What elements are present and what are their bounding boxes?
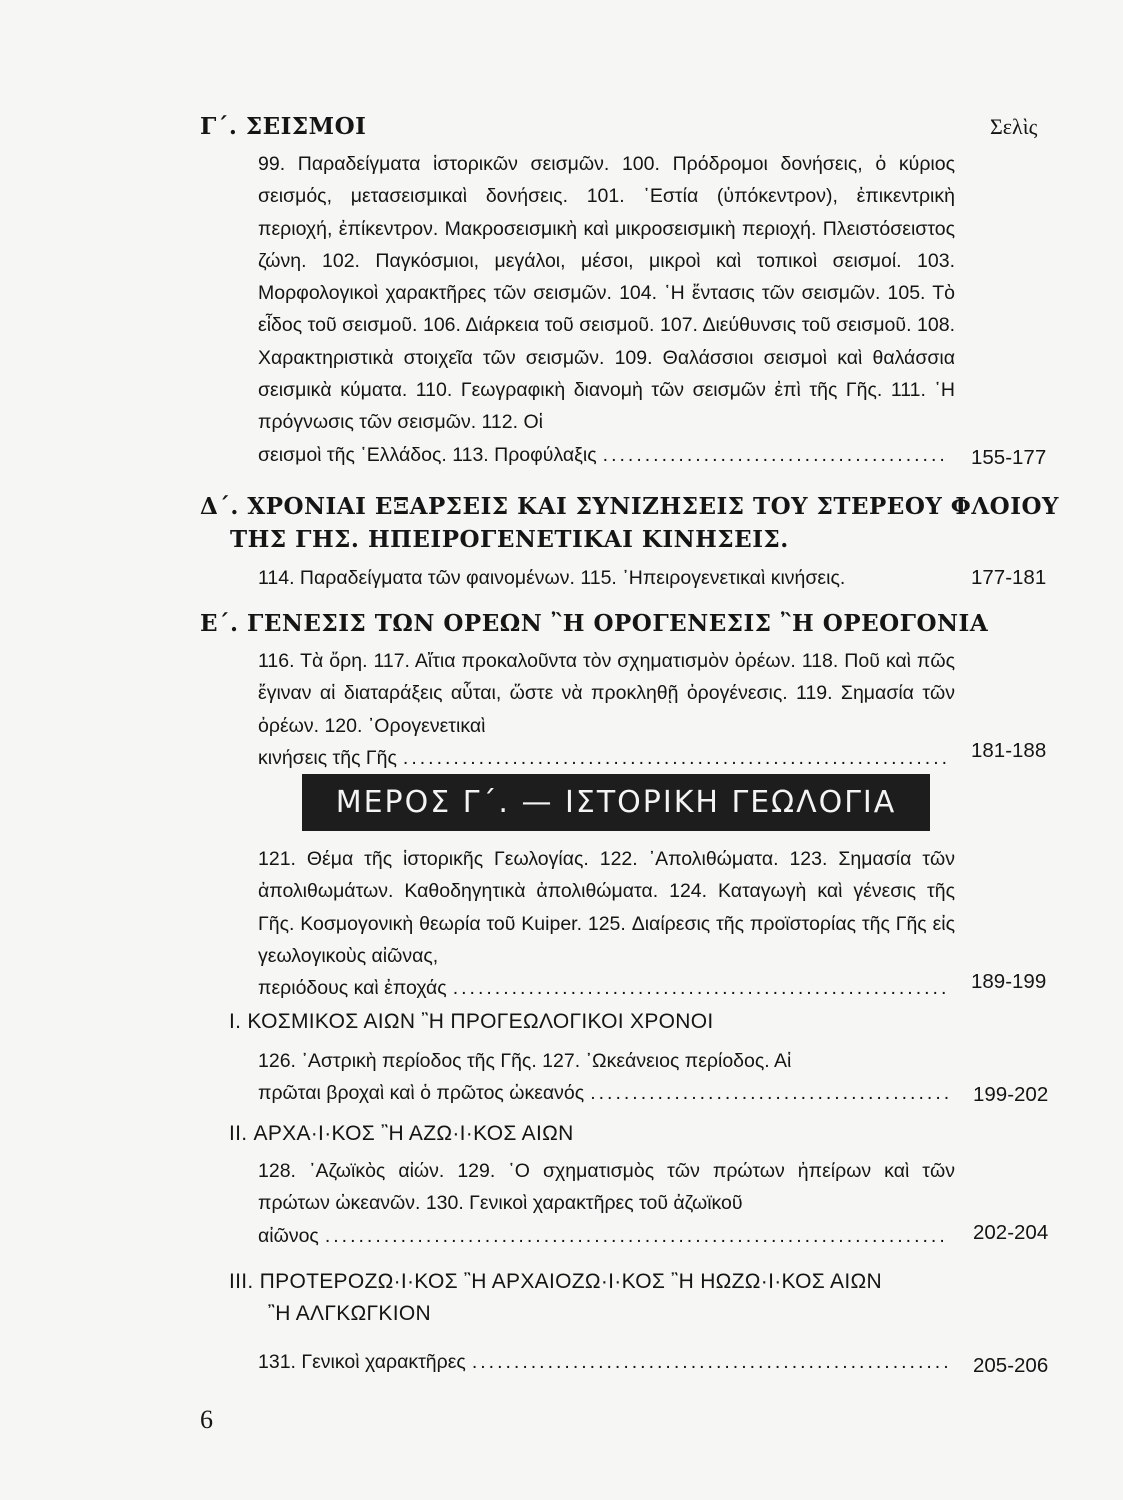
entry-r3 [258, 1346, 955, 1378]
part-banner [302, 774, 930, 831]
entry-r1 [258, 1045, 955, 1110]
entry-r2 [258, 1155, 955, 1252]
section-heading-e: Ε΄. ΓΕΝΕΣΙΣ ΤΩΝ ΟΡΕΩΝ ῍Η ΟΡΟΓΕΝΕΣΙΣ ῍Η ΟΡΕΟΓΟΝΙΑ [200, 610, 989, 637]
section-heading-d-line2: ΤΗΣ ΓΗΣ. ΗΠΕΙΡΟΓΕΝΕΤΙΚΑΙ ΚΙΝΗΣΕΙΣ. [230, 526, 789, 553]
entry-h-text: 121. Θέμα τῆς ἱστορικῆς Γεωλογίας. 122. ᾿Απολιθώματα. 123. Σημασία τῶν ἀπολιθωμάτων. Καθοδηγητικὰ ἀπολιθώματα. 124. Καταγωγὴ καὶ γένεσις τῆς Γῆς. Κοσμογονικὴ θεωρία τοῦ Kuiper. 125. Διαίρεσις τῆς προϊστορίας τῆς Γῆς εἰς γεωλογικοὺς αἰῶνας, [258, 848, 955, 967]
entry-g-last-line: σεισμοὶ τῆς ῾Ελλάδος. 113. Προφύλαξις [258, 443, 597, 466]
entry-d-text: 114. Παραδείγματα τῶν φαινομένων. 115. ᾿Ηπειρογενετικαὶ κινήσεις. [258, 567, 846, 589]
entry-e-last-line: κινήσεις τῆς Γῆς [258, 746, 397, 769]
subsection-heading-iii-line2: ῍Η ΑΛΓΚΩΓΚΙΟΝ [268, 1302, 431, 1325]
entry-e [258, 645, 955, 774]
section-heading-d-line1: Δ΄. ΧΡΟΝΙΑΙ ΕΞΑΡΣΕΙΣ ΚΑΙ ΣΥΝΙΖΗΣΕΙΣ ΤΟΥ ΣΤΕΡΕΟΥ ΦΛΟΙΟΥ [200, 493, 1059, 520]
subsection-heading-ii: II. ΑΡΧΑ·Ι·ΚΟΣ ῍Η ΑΖΩ·Ι·ΚΟΣ ΑΙΩΝ [229, 1122, 574, 1145]
entry-h [258, 843, 955, 1004]
entry-g [258, 148, 955, 471]
page-range-r2: 202-204 [973, 1221, 1049, 1244]
subsection-heading-i: I. ΚΟΣΜΙΚΟΣ ΑΙΩΝ ῍Η ΠΡΟΓΕΩΛΟΓΙΚΟΙ ΧΡΟΝΟΙ [229, 1010, 714, 1033]
dot-leader [325, 1220, 949, 1252]
page-range-h: 189-199 [971, 970, 1047, 993]
part-banner-title: ΜΕΡΟΣ Γ΄. — ΙΣΤΟΡΙΚΗ ΓΕΩΛΟΓΙΑ [335, 785, 897, 820]
entry-e-text: 116. Τὰ ὄρη. 117. Αἴτια προκαλοῦντα τὸν σχηματισμὸν ὀρέων. 118. Ποῦ καὶ πῶς ἔγιναν αἱ διαταράξεις αὗται, ὥστε νὰ προκληθῇ ὀρογένεσις. 119. Σημασία τῶν ὀρέων. 120. ᾿Ορογενετικαὶ [258, 650, 955, 737]
dot-leader [590, 1077, 949, 1109]
entry-h-leader [258, 972, 955, 1004]
entry-r3-last-line: 131. Γενικοὶ χαρακτῆρες [258, 1351, 466, 1373]
entry-g-leader [258, 439, 955, 471]
entry-r1-last-line: πρῶται βροχαὶ καὶ ὁ πρῶτος ὠκεανός [258, 1082, 585, 1105]
entry-r1-text: 126. ᾿Αστρικὴ περίοδος τῆς Γῆς. 127. ᾿Ωκεάνειος περίοδος. Αἱ [258, 1050, 792, 1072]
entry-e-leader [258, 742, 955, 774]
dot-leader [603, 439, 949, 471]
entry-r2-last-line: αἰῶνος [258, 1224, 319, 1247]
page-range-g: 155-177 [971, 446, 1047, 469]
entry-r2-text: 128. ᾿Αζωϊκὸς αἰών. 129. ῾Ο σχηματισμὸς τῶν πρώτων ἠπείρων καὶ τῶν πρώτων ὠκεανῶν. 130. Γενικοὶ χαρακτῆρες τοῦ ἀζωϊκοῦ [258, 1160, 955, 1215]
page-range-e: 181-188 [971, 739, 1047, 762]
dot-leader [403, 742, 949, 774]
entry-d [258, 562, 955, 594]
page-number: 6 [200, 1405, 213, 1434]
dot-leader [472, 1346, 949, 1378]
dot-leader [453, 972, 949, 1004]
entry-r2-leader [258, 1220, 955, 1252]
entry-r1-leader [258, 1077, 955, 1109]
page-range-r1: 199-202 [973, 1083, 1049, 1106]
entry-g-text: 99. Παραδείγματα ἱστορικῶν σεισμῶν. 100. Πρόδρομοι δονήσεις, ὁ κύριος σεισμός, μετασεισμικαὶ δονήσεις. 101. ῾Εστία (ὑπόκεντρον), ἐπικεντρικὴ περιοχή, ἐπίκεντρον. Μακροσεισμικὴ καὶ μικροσεισμικὴ περιοχή. Πλειστόσειστος ζώνη. 102. Παγκόσμιοι, μεγάλοι, μέσοι, μικροὶ καὶ τοπικοὶ σεισμοί. 103. Μορφολογικοὶ χαρακτῆρες τῶν σεισμῶν. 104. ῾Η ἔντασις τῶν σεισμῶν. 105. Τὸ εἶδος τοῦ σεισμοῦ. 106. Διάρκεια τοῦ σεισμοῦ. 107. Διεύθυνσις τοῦ σεισμοῦ. 108. Χαρακτηριστικὰ στοιχεῖα τῶν σεισμῶν. 109. Θαλάσσιοι σεισμοὶ καὶ θαλάσσια σεισμικὰ κύματα. 110. Γεωγραφικὴ διανομὴ τῶν σεισμῶν ἐπὶ τῆς Γῆς. 111. ῾Η πρόγνωσις τῶν σεισμῶν. 112. Οἱ [258, 153, 955, 434]
column-label-page: Σελὶς [990, 114, 1038, 139]
subsection-heading-iii-line1: III. ΠΡΟΤΕΡΟΖΩ·Ι·ΚΟΣ ῍Η ΑΡΧΑΙΟΖΩ·Ι·ΚΟΣ ῍Η ΗΩΖΩ·Ι·ΚΟΣ ΑΙΩΝ [229, 1270, 882, 1293]
entry-r3-leader [258, 1346, 955, 1378]
page-range-r3: 205-206 [973, 1354, 1049, 1377]
entry-h-last-line: περιόδους καὶ ἐποχάς [258, 977, 447, 1000]
page-range-d: 177-181 [971, 566, 1047, 589]
section-heading-g: Γ΄. ΣΕΙΣΜΟΙ [200, 113, 367, 140]
